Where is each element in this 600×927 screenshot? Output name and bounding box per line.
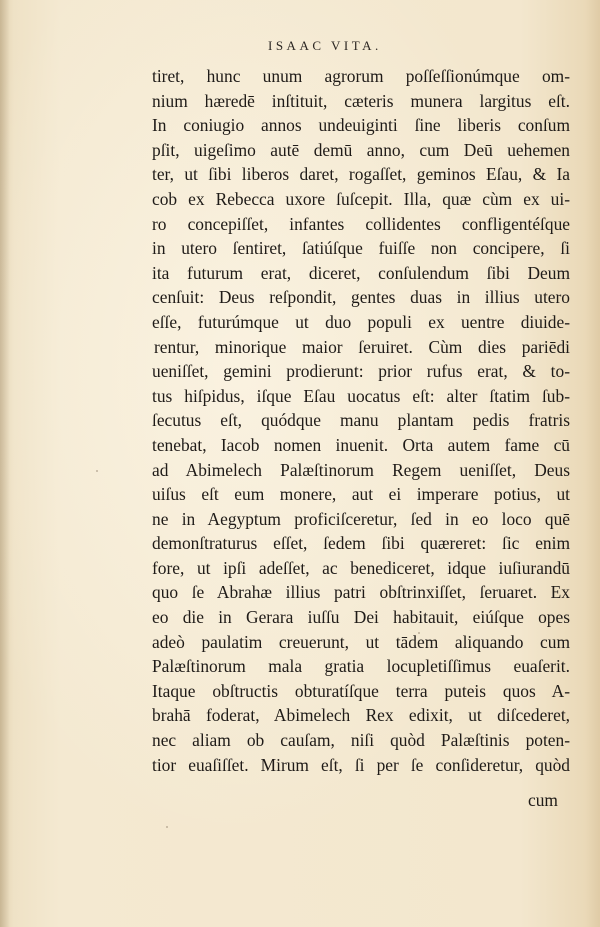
text-line: ter, ut ſibi liberos daret, rogaſſet, geminos Eſau, & Ia: [152, 164, 570, 185]
paper-speck: [166, 826, 168, 828]
running-head: ISAAC VITA.: [268, 38, 382, 53]
text-line: quo ſe Abrahæ illius patri obſtrinxiſſet, ſeruaret. Ex: [152, 582, 570, 603]
text-line: tior euaſiſſet. Mirum eſt, ſi per ſe conſideretur, quòd: [152, 754, 570, 775]
text-line: eſſe, futurúmque ut duo populi ex uentre diuide-: [152, 311, 570, 332]
text-line: tiret, hunc unum agrorum poſſeſſionúmque om-: [152, 66, 570, 86]
text-line: pſit, uigeſimo autē demū anno, cum Deū uehemen: [152, 139, 570, 160]
text-line: nec aliam ob cauſam, niſi quòd Palæſtinis poten-: [152, 730, 570, 751]
text-line: uiſus eſt eum monere, aut ei imperare potius, ut: [152, 484, 570, 505]
text-line: tus hiſpidus, iſque Eſau uocatus eſt: alter ſtatim ſub-: [152, 385, 570, 406]
text-line: cenſuit: Deus reſpondit, gentes duas in illius utero: [152, 287, 570, 308]
paper-speck: [96, 470, 98, 472]
text-line: rentur, minorique maior ſeruiret. Cùm dies pariēdi: [154, 336, 570, 357]
text-line: ita futurum erat, diceret, conſulendum ſibi Deum: [152, 262, 570, 283]
gutter-shadow: [0, 0, 10, 927]
text-line: eo die in Gerara iuſſu Dei habitauit, eiúſque opes: [152, 607, 570, 628]
text-line: Itaque obſtructis obturatíſque terra puteis quos A-: [152, 680, 570, 701]
text-line: In coniugio annos undeuiginti ſine liberis conſum: [152, 115, 570, 136]
text-line: adeò paulatim creuerunt, ut tādem aliquando cum: [152, 631, 570, 652]
text-line: fore, ut ipſi adeſſet, ac benediceret, idque iuſiurandū: [152, 557, 570, 578]
paper-speck: [418, 632, 420, 634]
text-line: in utero ſentiret, ſatiúſque fuiſſe non concipere, ſi: [152, 238, 570, 259]
text-line: ad Abimelech Palæſtinorum Regem ueniſſet, Deus: [152, 459, 570, 480]
text-line: brahā foderat, Abimelech Rex edixit, ut diſcederet,: [152, 705, 570, 726]
text-line: ueniſſet, gemini prodierunt: prior rufus erat, & to-: [152, 361, 570, 382]
text-line: demonſtraturus eſſet, ſedem ſibi quæreret: ſic enim: [152, 533, 570, 554]
body-text: [152, 64, 570, 777]
text-line: ro concepiſſet, infantes collidentes confligentéſque: [152, 213, 570, 234]
text-line: nium hæredē inſtituit, cæteris munera largitus eſt.: [152, 90, 570, 111]
text-line: ne in Aegyptum proficiſceretur, ſed in eo loco quē: [152, 508, 570, 529]
text-line: cob ex Rebecca uxore ſuſcepit. Illa, quæ cùm ex ui-: [152, 188, 570, 209]
text-line: ſecutus eſt, quódque manu plantam pedis fratris: [152, 410, 570, 431]
text-line: tenebat, Iacob nomen inuenit. Orta autem fame cū: [152, 434, 570, 455]
catchword: cum: [528, 790, 558, 810]
text-line: Palæſtinorum mala gratia locupletiſſimus euaſerit.: [152, 656, 570, 677]
